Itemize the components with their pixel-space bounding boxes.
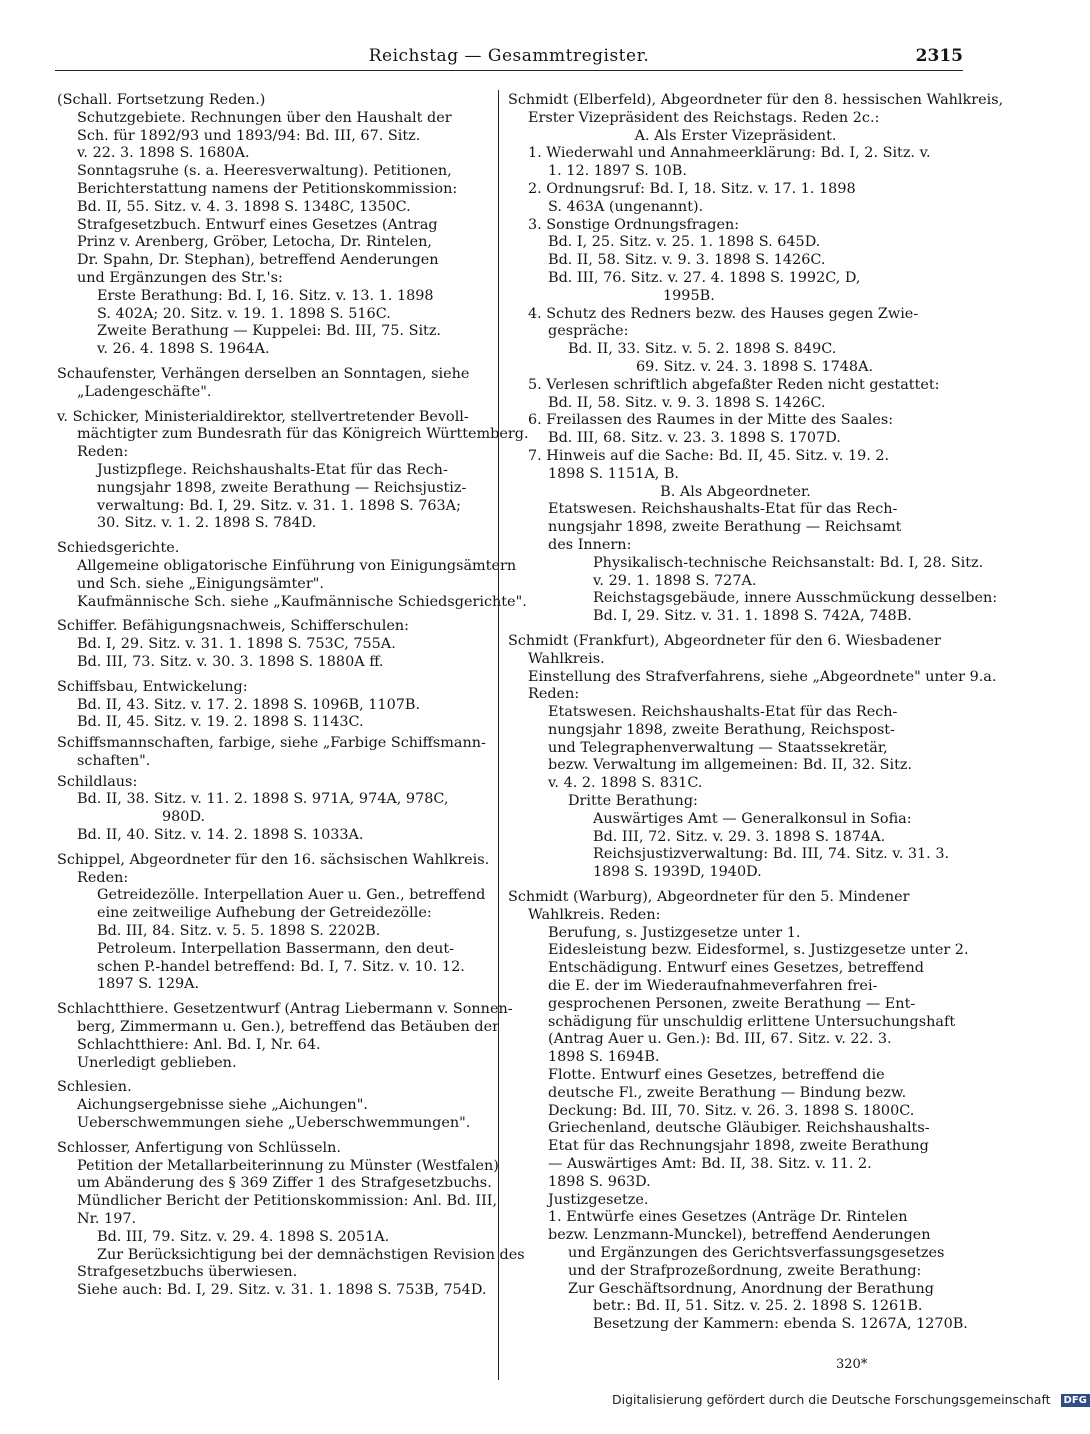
text-line: des Innern: [548, 536, 632, 553]
text-line: 30. Sitz. v. 1. 2. 1898 S. 784D. [97, 515, 317, 532]
text-line: 1898 S. 1939D, 1940D. [593, 864, 762, 881]
text-line: A. Als Erster Vizepräsident. [634, 127, 837, 144]
text-line: deutsche Fl., zweite Berathung — Bindung bezw. [548, 1084, 907, 1101]
text-line: Bd. II, 58. Sitz. v. 9. 3. 1898 S. 1426C. [548, 394, 826, 411]
text-line: Schlosser, Anfertigung von Schlüsseln. [57, 1139, 341, 1156]
text-line: Bd. III, 84. Sitz. v. 5. 5. 1898 S. 2202B. [97, 923, 381, 940]
text-line: Siehe auch: Bd. I, 29. Sitz. v. 31. 1. 1898 S. 753B, 754D. [77, 1282, 487, 1299]
text-line: und Ergänzungen des Gerichtsverfassungsgesetzes [568, 1245, 945, 1261]
text-line: (Schall. Fortsetzung Reden.) [57, 92, 266, 108]
running-title: Reichstag — Gesammtregister. [368, 46, 650, 66]
text-line: und Sch. siehe „Einigungsämter". [77, 575, 324, 592]
text-line: Aichungsergebnisse siehe „Aichungen". [77, 1097, 368, 1114]
text-line: Schlachtthiere. Gesetzentwurf (Antrag Liebermann v. Sonnen- [57, 1001, 513, 1018]
text-line: 1898 S. 963D. [548, 1173, 651, 1190]
text-line: Schlesien. [57, 1079, 132, 1096]
text-line: Strafgesetzbuch. Entwurf eines Gesetzes (Antrag [77, 216, 438, 233]
text-line: Bd. II, 43. Sitz. v. 17. 2. 1898 S. 1096B, 1107B. [77, 696, 421, 713]
text-line: (Antrag Auer u. Gen.): Bd. III, 67. Sitz. v. 22. 3. [548, 1031, 892, 1048]
text-line: Bd. III, 76. Sitz. v. 27. 4. 1898 S. 1992C, D, [548, 269, 861, 286]
text-line: Schmidt (Elberfeld), Abgeordneter für den 8. hessischen Wahlkreis, [508, 92, 1004, 108]
signature-mark: 320* [836, 1357, 868, 1372]
text-line: Etatswesen. Reichshaushalts-Etat für das Rech- [548, 704, 898, 721]
text-line: Bd. III, 68. Sitz. v. 23. 3. 1898 S. 1707D. [548, 430, 841, 447]
text-line: Prinz v. Arenberg, Gröber, Letocha, Dr. Rintelen, [77, 234, 432, 251]
text-line: Schmidt (Frankfurt), Abgeordneter für den 6. Wiesbadener [508, 632, 941, 649]
text-line: nungsjahr 1898, zweite Berathung — Reichsjustiz- [97, 479, 467, 496]
text-line: 69. Sitz. v. 24. 3. 1898 S. 1748A. [636, 358, 874, 375]
text-line: Zweite Berathung — Kuppelei: Bd. III, 75. Sitz. [97, 323, 441, 340]
text-line: Dr. Spahn, Dr. Stephan), betreffend Aenderungen [77, 252, 439, 269]
text-line: 6. Freilassen des Raumes in der Mitte des Saales: [528, 412, 894, 429]
page-number: 2315 [915, 46, 963, 66]
text-line: Berufung, s. Justizgesetze unter 1. [548, 924, 801, 941]
footer-text: Digitalisierung gefördert durch die Deutsche Forschungsgemeinschaft [612, 1392, 1051, 1407]
text-line: Bd. II, 45. Sitz. v. 19. 2. 1898 S. 1143C. [77, 714, 364, 731]
text-line: Reichsjustizverwaltung: Bd. III, 74. Sitz. v. 31. 3. [593, 846, 950, 863]
text-line: Etatswesen. Reichshaushalts-Etat für das Rech- [548, 501, 898, 518]
text-line: nungsjahr 1898, zweite Berathung, Reichspost- [548, 721, 895, 738]
text-line: 5. Verlesen schriftlich abgefaßter Reden nicht gestattet: [528, 376, 940, 393]
text-line: v. Schicker, Ministerialdirektor, stellvertretender Bevoll- [57, 408, 469, 425]
right-column [508, 92, 1004, 1334]
text-line: Bd. I, 29. Sitz. v. 31. 1. 1898 S. 742A, 748B. [593, 608, 912, 625]
text-line: Petroleum. Interpellation Bassermann, den deut- [97, 940, 455, 957]
text-line: Bd. II, 40. Sitz. v. 14. 2. 1898 S. 1033A. [77, 827, 364, 844]
text-line: Entschädigung. Entwurf eines Gesetzes, betreffend [548, 960, 925, 977]
text-line: Flotte. Entwurf eines Gesetzes, betreffend die [548, 1067, 885, 1084]
text-line: Physikalisch-technische Reichsanstalt: Bd. I, 28. Sitz. [593, 554, 984, 571]
text-line: und Telegraphenverwaltung — Staatssekretär, [548, 739, 888, 756]
text-line: — Auswärtiges Amt: Bd. II, 38. Sitz. v. 11. 2. [548, 1156, 872, 1173]
text-line: Schiffsmannschaften, farbige, siehe „Farbige Schiffsmann- [57, 735, 486, 752]
text-line: Sch. für 1892/93 und 1893/94: Bd. III, 67. Sitz. [77, 127, 421, 144]
text-line: 1898 S. 1694B. [548, 1049, 660, 1066]
text-line: nungsjahr 1898, zweite Berathung — Reichsamt [548, 519, 902, 536]
text-line: v. 22. 3. 1898 S. 1680A. [77, 145, 250, 162]
text-line: Strafgesetzbuchs überwiesen. [77, 1264, 298, 1281]
text-line: Schutzgebiete. Rechnungen über den Haushalt der [77, 109, 452, 126]
text-line: 7. Hinweis auf die Sache: Bd. II, 45. Sitz. v. 19. 2. [528, 447, 890, 464]
text-line: 1898 S. 1151A, B. [548, 465, 680, 482]
text-line: 1995B. [663, 287, 715, 304]
text-line: 980D. [162, 809, 206, 826]
text-line: Bd. III, 79. Sitz. v. 29. 4. 1898 S. 2051A. [97, 1228, 390, 1245]
text-line: v. 4. 2. 1898 S. 831C. [548, 775, 703, 792]
text-line: Bd. II, 55. Sitz. v. 4. 3. 1898 S. 1348C, 1350C. [77, 198, 411, 215]
text-line: mächtigter zum Bundesrath für das Königreich Württemberg. [77, 426, 529, 443]
text-line: Kaufmännische Sch. siehe „Kaufmännische Schiedsgerichte". [77, 593, 527, 610]
text-line: Bd. II, 33. Sitz. v. 5. 2. 1898 S. 849C. [568, 341, 837, 358]
text-line: Reden: [77, 444, 129, 461]
text-line: eine zeitweilige Aufhebung der Getreidezölle: [97, 905, 432, 922]
text-line: Deckung: Bd. III, 70. Sitz. v. 26. 3. 1898 S. 1800C. [548, 1102, 915, 1119]
text-line: 1. 12. 1897 S. 10B. [548, 163, 687, 180]
text-line: B. Als Abgeordneter. [660, 483, 811, 500]
text-line: Erste Berathung: Bd. I, 16. Sitz. v. 13. 1. 1898 [97, 287, 434, 304]
text-line: v. 29. 1. 1898 S. 727A. [593, 572, 757, 589]
text-line: Mündlicher Bericht der Petitionskommission: Anl. Bd. III, [77, 1193, 498, 1210]
text-line: um Abänderung des § 369 Ziffer 1 des Strafgesetzbuchs. [77, 1175, 492, 1192]
text-line: gespräche: [548, 323, 629, 340]
text-line: gesprochenen Personen, zweite Berathung — Ent- [548, 995, 916, 1012]
text-line: Nr. 197. [77, 1211, 137, 1228]
text-line: Besetzung der Kammern: ebenda S. 1267A, 1270B. [593, 1316, 968, 1333]
text-line: S. 402A; 20. Sitz. v. 19. 1. 1898 S. 516C. [97, 305, 391, 322]
text-line: 3. Sonstige Ordnungsfragen: [528, 216, 740, 233]
text-line: Unerledigt geblieben. [77, 1054, 237, 1071]
text-line: Dritte Berathung: [568, 793, 698, 810]
column-divider [498, 90, 499, 1380]
text-line: Reichstagsgebäude, innere Ausschmückung desselben: [593, 590, 998, 607]
text-line: Petition der Metallarbeiterinnung zu Münster (Westfalen) [77, 1157, 499, 1174]
text-line: 1897 S. 129A. [97, 976, 200, 993]
text-line: 2. Ordnungsruf: Bd. I, 18. Sitz. v. 17. 1. 1898 [528, 180, 856, 197]
text-line: und der Strafprozeßordnung, zweite Berathung: [568, 1262, 922, 1279]
text-line: Auswärtiges Amt — Generalkonsul in Sofia: [593, 810, 912, 827]
text-line: betr.: Bd. II, 51. Sitz. v. 25. 2. 1898 S. 1261B. [593, 1298, 923, 1315]
left-column [57, 92, 529, 1300]
text-line: „Ladengeschäfte". [77, 383, 212, 400]
text-line: Wahlkreis. Reden: [528, 906, 661, 923]
text-line: Bd. II, 38. Sitz. v. 11. 2. 1898 S. 971A, 974A, 978C, [77, 791, 449, 808]
text-line: schädigung für unschuldig erlittene Untersuchungshaft [548, 1013, 956, 1030]
text-line: S. 463A (ungenannt). [548, 198, 704, 215]
text-line: verwaltung: Bd. I, 29. Sitz. v. 31. 1. 1898 S. 763A; [97, 497, 461, 514]
text-line: Bd. III, 73. Sitz. v. 30. 3. 1898 S. 1880A ff. [77, 653, 384, 670]
text-line: Reden: [77, 869, 129, 886]
text-line: Schippel, Abgeordneter für den 16. sächsischen Wahlkreis. [57, 851, 490, 868]
text-line: Getreidezölle. Interpellation Auer u. Gen., betreffend [97, 887, 486, 904]
dfg-logo: DFG [1061, 1394, 1090, 1407]
text-line: Justizpflege. Reichshaushalts-Etat für das Rech- [97, 461, 448, 478]
text-line: die E. der im Wiederaufnahmeverfahren frei- [548, 978, 878, 995]
text-line: schaften". [77, 752, 151, 769]
text-line: Berichterstattung namens der Petitionskommission: [77, 180, 458, 197]
text-line: Bd. III, 72. Sitz. v. 29. 3. 1898 S. 1874A. [593, 828, 886, 845]
footer-credit [612, 1392, 1090, 1407]
text-line: Zur Berücksichtigung bei der demnächstigen Revision des [97, 1246, 525, 1263]
text-line: Allgemeine obligatorische Einführung von Einigungsämtern [77, 557, 517, 574]
text-line: Reden: [528, 686, 580, 703]
text-line: 4. Schutz des Redners bezw. des Hauses gegen Zwie- [528, 305, 919, 322]
text-line: Schmidt (Warburg), Abgeordneter für den 5. Mindener [508, 889, 910, 906]
text-line: bezw. Verwaltung im allgemeinen: Bd. II, 32. Sitz. [548, 757, 913, 774]
text-line: Bd. II, 58. Sitz. v. 9. 3. 1898 S. 1426C. [548, 252, 826, 269]
text-line: Bd. I, 29. Sitz. v. 31. 1. 1898 S. 753C, 755A. [77, 636, 396, 653]
text-line: Sonntagsruhe (s. a. Heeresverwaltung). Petitionen, [77, 163, 452, 180]
text-line: Schiffsbau, Entwickelung: [57, 678, 248, 695]
text-line: schen P.-handel betreffend: Bd. I, 7. Sitz. v. 10. 12. [97, 958, 465, 975]
text-line: Schlachtthiere: Anl. Bd. I, Nr. 64. [77, 1036, 321, 1053]
text-line: Griechenland, deutsche Gläubiger. Reichshaushalts- [548, 1120, 930, 1137]
text-line: Einstellung des Strafverfahrens, siehe „Abgeordnete" unter 9.a. [528, 668, 997, 685]
text-line: Bd. I, 25. Sitz. v. 25. 1. 1898 S. 645D. [548, 234, 821, 251]
text-line: Schiedsgerichte. [57, 540, 180, 557]
text-line: Erster Vizepräsident des Reichstags. Reden 2c.: [528, 109, 880, 126]
text-line: Schaufenster, Verhängen derselben an Sonntagen, siehe [57, 365, 470, 382]
text-line: 1. Entwürfe eines Gesetzes (Anträge Dr. Rintelen [548, 1209, 908, 1226]
text-line: 1. Wiederwahl und Annahmeerklärung: Bd. I, 2. Sitz. v. [528, 145, 931, 162]
text-line: Zur Geschäftsordnung, Anordnung der Berathung [568, 1280, 934, 1297]
text-line: Justizgesetze. [548, 1191, 649, 1208]
text-line: Schildlaus: [57, 773, 138, 790]
text-line: berg, Zimmermann u. Gen.), betreffend das Betäuben der [77, 1019, 499, 1036]
text-line: Etat für das Rechnungsjahr 1898, zweite Berathung [548, 1138, 929, 1155]
text-line: Schiffer. Befähigungsnachweis, Schifferschulen: [57, 618, 409, 635]
text-line: Eidesleistung bezw. Eidesformel, s. Justizgesetze unter 2. [548, 942, 969, 959]
text-line: v. 26. 4. 1898 S. 1964A. [97, 341, 270, 358]
text-line: und Ergänzungen des Str.'s: [77, 269, 283, 286]
text-line: Wahlkreis. [528, 650, 605, 667]
text-line: bezw. Lenzmann-Munckel), betreffend Aenderungen [548, 1227, 931, 1244]
text-line: Ueberschwemmungen siehe „Ueberschwemmungen". [77, 1115, 471, 1132]
page-header [55, 44, 963, 71]
